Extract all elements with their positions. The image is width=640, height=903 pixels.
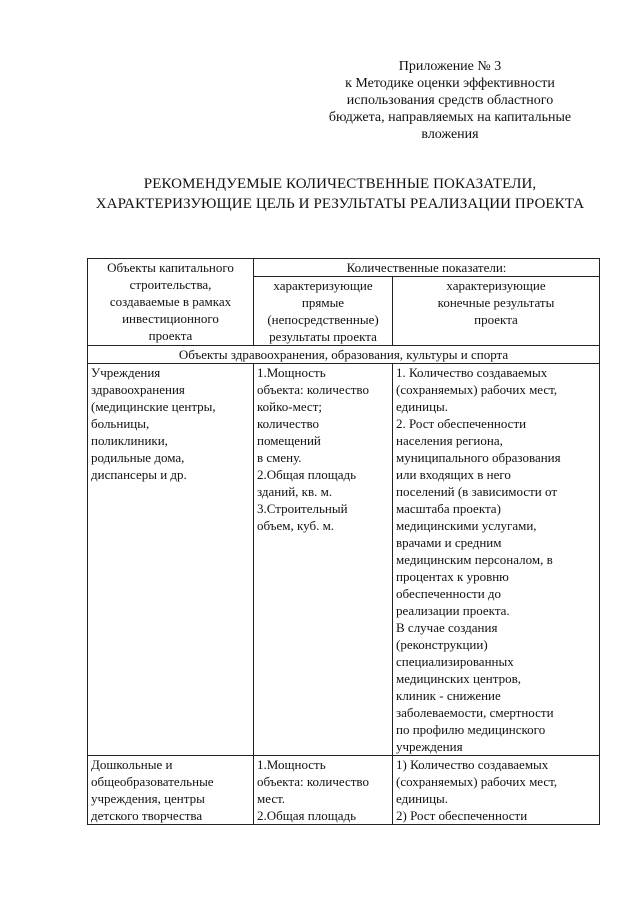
cell-line: врачами и средним [396,535,502,550]
cell-line: (сохраняемых) рабочих мест, [396,774,558,789]
cell-line: общеобразовательные [91,774,214,789]
cell-line: зданий, кв. м. [257,484,333,499]
appendix-note [300,58,600,143]
cell-line: клиник - снижение [396,688,501,703]
cell-line: 1.Мощность [257,365,326,380]
cell-line: поселений (в зависимости от [396,484,558,499]
cell-object [88,756,254,825]
cell-line: В случае создания [396,620,498,635]
appendix-line: бюджета, направляемых на капитальные [328,110,572,125]
table-row [88,756,600,825]
header-text: проекта [148,328,193,343]
cell-line: здравоохранения [91,382,185,397]
header-final-results [393,277,600,346]
cell-final [393,756,600,825]
cell-line: масштаба проекта) [396,501,501,516]
header-text: проекта [474,312,518,327]
cell-line: муниципального образования [396,450,561,465]
header-text: инвестиционного [122,311,219,326]
cell-line: медицинских центров, [396,671,521,686]
cell-line: койко-мест; [257,399,322,414]
cell-line: по профилю медицинского [396,722,546,737]
table-row [88,364,600,756]
header-objects [88,259,254,346]
header-text: результаты проекта [269,329,377,344]
cell-line: реализации проекта. [396,603,510,618]
cell-line: обеспеченности до [396,586,502,601]
header-direct-results [254,277,393,346]
header-group [254,259,600,277]
cell-line: заболеваемости, смертности [396,705,554,720]
cell-line: 2.Общая площадь [257,467,357,482]
cell-line: объем, куб. м. [257,518,335,533]
cell-line: родильные дома, [91,450,185,465]
cell-line: помещений [257,433,321,448]
cell-line: 3.Строительный [257,501,348,516]
header-text: конечные результаты [437,295,555,310]
cell-line: 1.Мощность [257,757,326,772]
cell-line: Дошкольные и [91,757,173,772]
cell-line: (сохраняемых) рабочих мест, [396,382,558,397]
cell-line: учреждения, центры [91,791,205,806]
cell-line: детского творчества [91,808,203,823]
cell-line: 2.Общая площадь [257,808,357,823]
cell-line: учреждения [396,739,463,754]
cell-line: населения региона, [396,433,503,448]
section-row [88,346,600,364]
cell-line: 1) Количество создаваемых [396,757,549,772]
cell-line: медицинским персоналом, в [396,552,553,567]
header-text: прямые [301,295,345,310]
cell-line: медицинскими услугами, [396,518,537,533]
cell-line: объекта: количество [257,382,369,397]
cell-line: в смену. [257,450,302,465]
cell-line: или входящих в него [396,467,511,482]
cell-line: единицы. [396,399,449,414]
header-group-text: Количественные показатели: [346,260,507,275]
appendix-line: к Методике оценки эффективности [345,76,555,91]
cell-line: мест. [257,791,286,806]
header-text: (непосредственные) [267,312,379,327]
title-line: ХАРАКТЕРИЗУЮЩИЕ ЦЕЛЬ И РЕЗУЛЬТАТЫ РЕАЛИЗАЦИИ ПРОЕКТА [95,196,585,212]
appendix-line: Приложение № 3 [398,59,502,74]
header-text: Объекты капитального [107,260,234,275]
appendix-line: вложения [421,127,479,142]
cell-line: 2) Рост обеспеченности [396,808,528,823]
header-text: строительства, [129,277,212,292]
cell-final [393,364,600,756]
cell-direct [254,364,393,756]
cell-line: (реконструкции) [396,637,488,652]
cell-line: больницы, [91,416,150,431]
cell-line: 2. Рост обеспеченности [396,416,527,431]
header-text: характеризующие [273,278,373,293]
cell-line: процентах к уровню [396,569,509,584]
cell-direct [254,756,393,825]
cell-line: Учреждения [91,365,161,380]
cell-line: единицы. [396,791,449,806]
cell-object [88,364,254,756]
document-title [40,174,640,214]
cell-line: 1. Количество создаваемых [396,365,548,380]
section-title: Объекты здравоохранения, образования, культуры и спорта [88,346,600,364]
header-row [88,259,600,277]
cell-line: диспансеры и др. [91,467,187,482]
cell-line: (медицинские центры, [91,399,216,414]
appendix-line: использования средств областного [346,93,554,108]
cell-line: количество [257,416,320,431]
header-text: создаваемые в рамках [109,294,232,309]
indicators-table [87,258,600,825]
header-text: характеризующие [446,278,546,293]
cell-line: объекта: количество [257,774,369,789]
cell-line: специализированных [396,654,514,669]
title-line: РЕКОМЕНДУЕМЫЕ КОЛИЧЕСТВЕННЫЕ ПОКАЗАТЕЛИ, [143,176,537,192]
cell-line: поликлиники, [91,433,168,448]
